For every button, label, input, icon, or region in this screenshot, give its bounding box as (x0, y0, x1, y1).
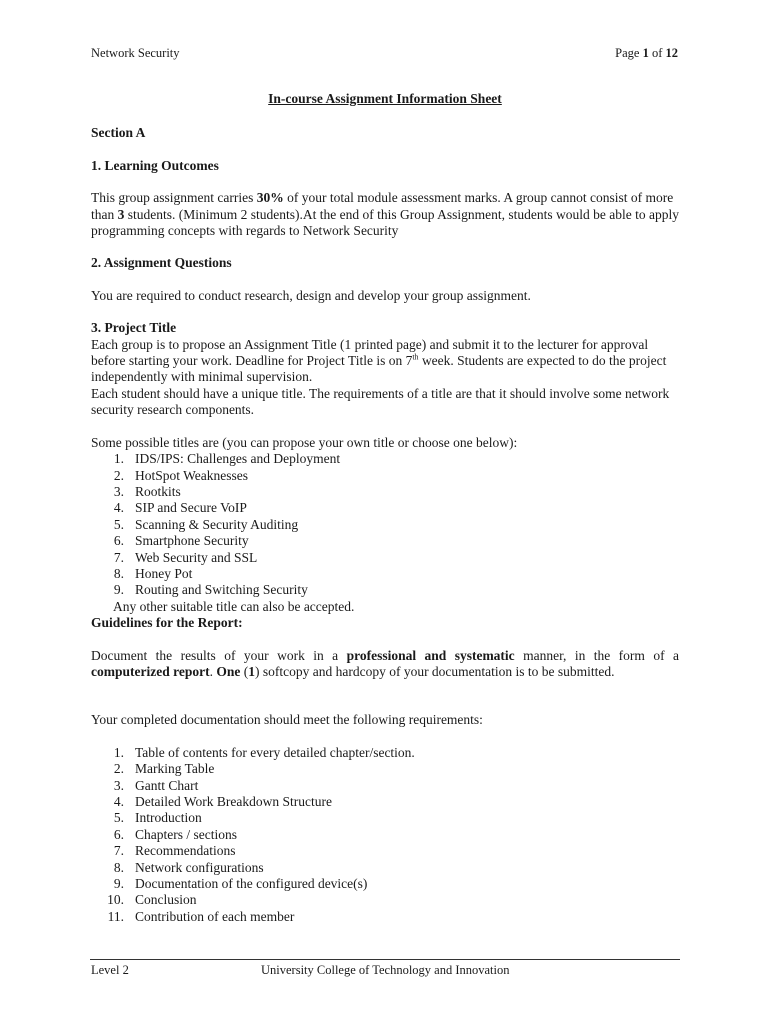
list-item: 7. Web Security and SSL (113, 549, 258, 565)
footer-institution: University College of Technology and Innovation (261, 963, 510, 977)
list-item: 10. Conclusion (107, 892, 197, 908)
assignment-questions-text: You are required to conduct research, design and develop your group assignment. (91, 287, 531, 303)
project-title-heading: 3. Project Title (91, 320, 177, 336)
possible-titles-intro: Some possible titles are (you can propose your own title or choose one below): (91, 434, 518, 450)
other-title-note: Any other suitable title can also be accepted. (113, 598, 355, 614)
list-item: 11. Contribution of each member (107, 908, 295, 924)
possible-titles-list (91, 451, 679, 599)
list-item: 8. Network configurations (113, 859, 264, 875)
list-item: 5. Introduction (113, 810, 202, 826)
list-item: 4. Detailed Work Breakdown Structure (113, 794, 332, 809)
learning-outcomes-text: This group assignment carries 30% of your total module assessment marks. A group cannot consist of more than 3 students. (Minimum 2 students).At the end of this Group Assignment, students would be able to apply programming concepts with regards to Network Security (91, 190, 679, 239)
list-item: 9. Routing and Switching Security (113, 582, 308, 598)
page-header (91, 46, 678, 62)
document-body (91, 91, 679, 925)
project-title-text-1: Each group is to propose an Assignment Title (1 printed page) and submit it to the lecturer for approval before starting your work. Deadline for Project Title is on 7th week. Students are expected to do the project independently with minimal supervision. (91, 336, 667, 385)
requirements-list (91, 745, 679, 925)
requirements-intro: Your completed documentation should meet the following requirements: (91, 712, 483, 728)
guidelines-heading: Guidelines for the Report: (91, 615, 243, 631)
list-item: 7. Recommendations (113, 843, 236, 859)
header-page-number: Page 1 of 12 (615, 46, 678, 60)
list-item: 2. HotSpot Weaknesses (113, 467, 249, 483)
list-item: 4. SIP and Secure VoIP (113, 500, 247, 516)
header-course: Network Security (91, 46, 180, 60)
list-item: 1. Table of contents for every detailed chapter/section. (113, 744, 415, 760)
list-item: 1. IDS/IPS: Challenges and Deployment (113, 451, 341, 467)
list-item: 2. Marking Table (113, 761, 215, 777)
list-item: 6. Smartphone Security (113, 533, 249, 549)
project-title-text-2: Each student should have a unique title. The requirements of a title are that it should involve some network security research components. (91, 385, 670, 418)
list-item: 6. Chapters / sections (113, 826, 237, 842)
footer-divider (90, 959, 680, 960)
guidelines-text: Document the results of your work in a professional and systematic manner, in the form of a computerized report. One (1) softcopy and hardcopy of your documentation is to be submitted. (91, 647, 680, 679)
learning-outcomes-heading: 1. Learning Outcomes (91, 157, 219, 173)
document-title: In-course Assignment Information Sheet (268, 91, 502, 106)
list-item: 3. Rootkits (113, 483, 181, 499)
list-item: 9. Documentation of the configured device(s) (113, 876, 368, 892)
list-item: 5. Scanning & Security Auditing (113, 516, 299, 532)
list-item: 8. Honey Pot (113, 565, 193, 581)
section-a-heading: Section A (91, 125, 146, 141)
assignment-questions-heading: 2. Assignment Questions (91, 255, 232, 271)
footer-level: Level 2 (91, 963, 129, 977)
list-item: 3. Gantt Chart (113, 777, 199, 793)
